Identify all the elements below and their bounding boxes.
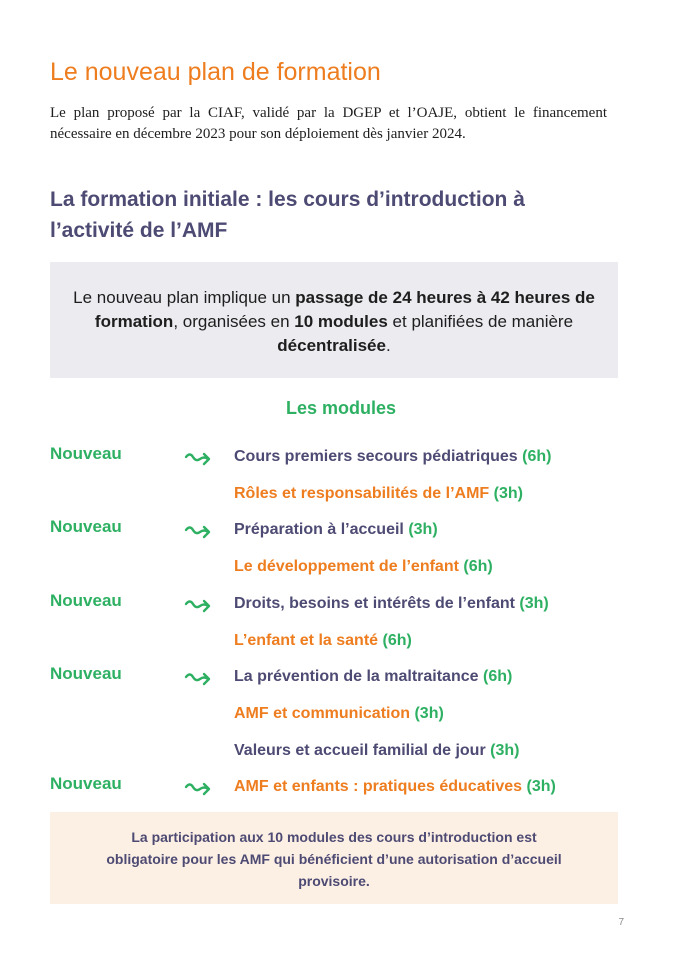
module-text (234, 521, 438, 539)
module-item (0, 774, 682, 806)
note-box (50, 812, 618, 904)
squiggle-arrow-icon (184, 523, 214, 543)
module-text (234, 595, 549, 613)
squiggle-arrow-icon (184, 780, 214, 800)
module-title: Valeurs et accueil familial de jour (234, 742, 486, 759)
module-title: La prévention de la maltraitance (234, 668, 479, 685)
module-title: AMF et enfants : pratiques éducatives (234, 778, 523, 795)
highlight-bold-modules: 10 modules (294, 312, 388, 331)
module-title: Cours premiers secours pédiatriques (234, 448, 518, 465)
module-text (234, 742, 519, 760)
module-text (234, 705, 444, 723)
highlight-text-1: Le nouveau plan implique un (73, 288, 296, 307)
module-duration: (6h) (482, 668, 513, 685)
module-text (234, 485, 523, 503)
highlight-box (50, 262, 618, 378)
highlight-text-3: et planifiées de manière (387, 312, 574, 331)
module-duration: (3h) (414, 705, 444, 722)
module-text (234, 632, 412, 650)
module-title: Rôles et responsabilités de l’AMF (234, 485, 490, 502)
module-text (234, 448, 551, 466)
module-duration: (6h) (382, 632, 412, 649)
module-duration: (3h) (526, 778, 556, 795)
module-item (0, 632, 682, 660)
page-title: Le nouveau plan de formation (50, 58, 381, 86)
squiggle-arrow-icon (184, 450, 214, 470)
module-title: Le développement de l’enfant (234, 558, 459, 575)
highlight-text-4: . (385, 336, 391, 355)
new-label: Nouveau (50, 664, 122, 683)
page-number: 7 (618, 917, 624, 928)
module-item (0, 664, 682, 696)
module-text (234, 558, 493, 576)
module-item (0, 444, 682, 476)
module-text (234, 668, 512, 686)
module-duration: (6h) (463, 558, 493, 575)
module-duration: (6h) (522, 448, 552, 465)
module-item (0, 485, 682, 513)
new-label: Nouveau (50, 591, 122, 610)
module-title: Droits, besoins et intérêts de l’enfant (234, 595, 515, 612)
module-item (0, 591, 682, 623)
modules-heading: Les modules (285, 398, 397, 418)
section-heading: La formation initiale : les cours d’introduction à l’activité de l’AMF (50, 188, 525, 242)
new-label: Nouveau (50, 774, 122, 793)
module-item (0, 558, 682, 586)
note-text: La participation aux 10 modules des cours d’introduction est obligatoire pour les AMF qui bénéficient d’une autorisation d’accueil provisoire. (106, 829, 562, 889)
intro-paragraph: Le plan proposé par la CIAF, validé par la DGEP et l’OAJE, obtient le financement nécessaire en décembre 2023 pour son déploiement dès janvier 2024. (50, 105, 607, 142)
module-title: AMF et communication (234, 705, 411, 722)
highlight-bold-hours: passage de 24 heures à 42 heures de formation (94, 288, 595, 331)
highlight-text-2: , organisées en (173, 312, 295, 331)
squiggle-arrow-icon (184, 597, 214, 617)
new-label: Nouveau (50, 517, 122, 536)
module-duration: (3h) (519, 595, 549, 612)
module-item (0, 742, 682, 770)
module-duration: (3h) (493, 485, 523, 502)
module-item (0, 517, 682, 549)
module-title: Préparation à l’accueil (234, 521, 404, 538)
highlight-bold-decentralised: décentralisée (277, 336, 386, 355)
module-duration: (3h) (490, 742, 520, 759)
squiggle-arrow-icon (184, 670, 214, 690)
module-title: L’enfant et la santé (234, 632, 379, 649)
module-text (234, 778, 556, 796)
module-item (0, 705, 682, 733)
new-label: Nouveau (50, 444, 122, 463)
module-duration: (3h) (408, 521, 438, 538)
